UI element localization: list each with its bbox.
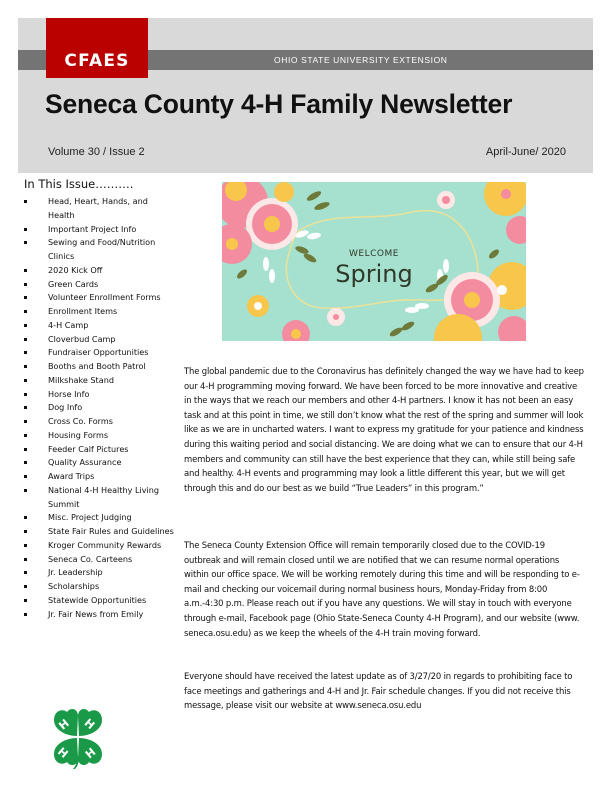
toc-item (24, 594, 176, 608)
bullet-icon (24, 365, 27, 368)
bullet-icon (24, 613, 27, 616)
bullet-icon (24, 571, 27, 574)
toc-item-label: Green Cards (48, 278, 99, 289)
toc-item (24, 360, 176, 374)
toc-item (24, 566, 176, 580)
toc-item-label: National 4-H Healthy Living Summit (48, 484, 160, 509)
toc-heading: In This Issue………. (24, 177, 134, 191)
welcome-text: WELCOME (349, 249, 399, 259)
toc-item (24, 278, 176, 292)
clover-h-3: H (55, 744, 71, 761)
toc-item (24, 553, 176, 567)
welcome-spring-banner (222, 182, 526, 341)
toc-item (24, 456, 176, 470)
bullet-icon (24, 228, 27, 231)
toc-item (24, 264, 176, 278)
toc-item-label: Scholarships (48, 581, 100, 591)
toc-item (24, 346, 176, 360)
newsletter-header (18, 18, 593, 173)
toc-item-label: Important Project Info (48, 223, 137, 234)
bullet-icon (24, 420, 27, 423)
extension-bar-text: OHIO STATE UNIVERSITY EXTENSION (274, 55, 448, 65)
toc-item (24, 608, 176, 622)
bullet-icon (24, 351, 27, 354)
bullet-icon (24, 544, 27, 547)
toc-item (24, 443, 176, 457)
bullet-icon (24, 599, 27, 602)
article-paragraph-office-closure: The Seneca County Extension Office will remain temporarily closed due to the COVID-19 outbreak and will remain closed until we are notified that we can resume normal operations within our office space. We will be working remotely during this time and will be responding to e-mail and checking our voicemail during normal business hours, Monday-Friday from 8:00 a.m.-4:30 p.m. Please reach out if you have any questions. We will stay in touch with everyone through e-mail, Facebook page (Ohio State-Seneca County 4-H Program), and our website (www. seneca.osu.edu) as we keep the wheels of the 4-H train moving forward. (184, 540, 580, 638)
toc-item-label: Jr. Leadership (48, 567, 103, 578)
toc-item (24, 539, 176, 553)
toc-item (24, 223, 176, 237)
cfaes-logo-text: CFAES (64, 51, 130, 71)
toc-item-label: Housing Forms (48, 429, 109, 440)
bullet-icon (24, 475, 27, 478)
toc-item-label: State Fair Rules and Guidelines (48, 526, 174, 536)
toc-item-label: Jr. Fair News from Emily (48, 608, 144, 619)
toc-item-label: Cloverbud Camp (48, 333, 116, 344)
issue-date: April-June/ 2020 (485, 146, 566, 158)
toc-item (24, 319, 176, 333)
bullet-icon (24, 324, 27, 327)
toc-item-label: Dog Info (48, 402, 83, 413)
toc-item-label: 4-H Camp (48, 319, 89, 330)
toc-item-label: Volunteer Enrollment Forms (48, 292, 161, 303)
bullet-icon (24, 269, 27, 272)
toc-item-label: Milkshake Stand (48, 374, 114, 385)
toc-item-label: Enrollment Items (48, 306, 118, 316)
bullet-icon (24, 461, 27, 464)
bullet-icon (24, 296, 27, 299)
toc-item-label: Award Trips (48, 471, 95, 481)
toc-item-label: Quality Assurance (48, 457, 122, 468)
toc-item-label: Sewing and Food/Nutrition Clinics (48, 237, 156, 261)
clover-h-1: H (56, 716, 72, 733)
toc-item-label: Kroger Community Rewards (48, 539, 162, 550)
toc-item-label: Fundraiser Opportunities (48, 347, 149, 358)
spring-flowers-illustration (222, 182, 526, 341)
bullet-icon (24, 283, 27, 286)
clover-h-4: H (82, 745, 99, 762)
toc-item-label: Feeder Calf Pictures (48, 443, 129, 454)
article-paragraph-pandemic: The global pandemic due to the Coronavirus has definitely changed the way we have had to keep our 4-H programming moving forward. We have been forced to be more innovative and creative in the ways that we reach our members and other 4-H partners. I know it has not been an easy task and at this point in time, we still don’t know what the rest of the spring and summer will look like as we are in uncharted waters. I want to express my gratitude for your patience and kindness during this waiting period and social distancing. We are doing what we can to ensure that our 4-H members and community can still have the best experience that they can, while still being safe and healthy. 4-H events and programming may look a little different this year, but we will get through this and do our best as we build “True Leaders” in this program.” (184, 366, 584, 493)
toc-item-label: Booths and Booth Patrol (48, 361, 146, 371)
toc-item (24, 415, 176, 429)
toc-item-label: Horse Info (48, 388, 90, 399)
newsletter-title: Seneca County 4-H Family Newsletter (45, 89, 513, 119)
toc-item (24, 484, 176, 512)
bullet-icon (24, 489, 27, 492)
toc-item (24, 388, 176, 402)
four-h-clover-logo (46, 706, 110, 770)
toc-item-label: Seneca Co. Carteens (48, 553, 133, 564)
table-of-contents (24, 195, 176, 621)
toc-item (24, 236, 176, 264)
clover-icon (46, 706, 110, 770)
article-paragraph-update: Everyone should have received the latest update as of 3/27/20 in regards to prohibiting face to face meetings and gatherings and 4-H and Jr. Fair schedule changes. If you did not receive this message, please visit our website at www.seneca.osu.edu (184, 671, 573, 711)
bullet-icon (24, 406, 27, 409)
bullet-icon (24, 530, 27, 533)
toc-item (24, 195, 176, 223)
toc-item-label: Misc. Project Judging (48, 512, 132, 523)
toc-item (24, 374, 176, 388)
toc-item (24, 511, 176, 525)
bullet-icon (24, 516, 27, 519)
toc-item (24, 429, 176, 443)
volume-issue: Volume 30 / Issue 2 (48, 146, 145, 158)
bullet-icon (24, 434, 27, 437)
toc-item-label: 2020 Kick Off (48, 264, 103, 275)
toc-item-label: Statewide Opportunities (48, 594, 147, 605)
toc-item (24, 525, 176, 539)
bullet-icon (24, 448, 27, 451)
bullet-icon (24, 558, 27, 561)
toc-item (24, 333, 176, 347)
toc-item (24, 470, 176, 484)
bullet-icon (24, 338, 27, 341)
bullet-icon (24, 585, 27, 588)
cfaes-logo (46, 18, 148, 78)
toc-item-label: Cross Co. Forms (48, 416, 113, 426)
toc-item (24, 291, 176, 305)
toc-item-label: Head, Heart, Hands, and Health (48, 196, 148, 220)
bullet-icon (24, 393, 27, 396)
spring-text: Spring (335, 260, 413, 288)
clover-h-2: H (81, 716, 98, 733)
toc-item (24, 305, 176, 319)
toc-item (24, 580, 176, 594)
bullet-icon (24, 241, 27, 244)
bullet-icon (24, 379, 27, 382)
bullet-icon (24, 310, 27, 313)
bullet-icon (24, 200, 27, 203)
toc-item (24, 401, 176, 415)
